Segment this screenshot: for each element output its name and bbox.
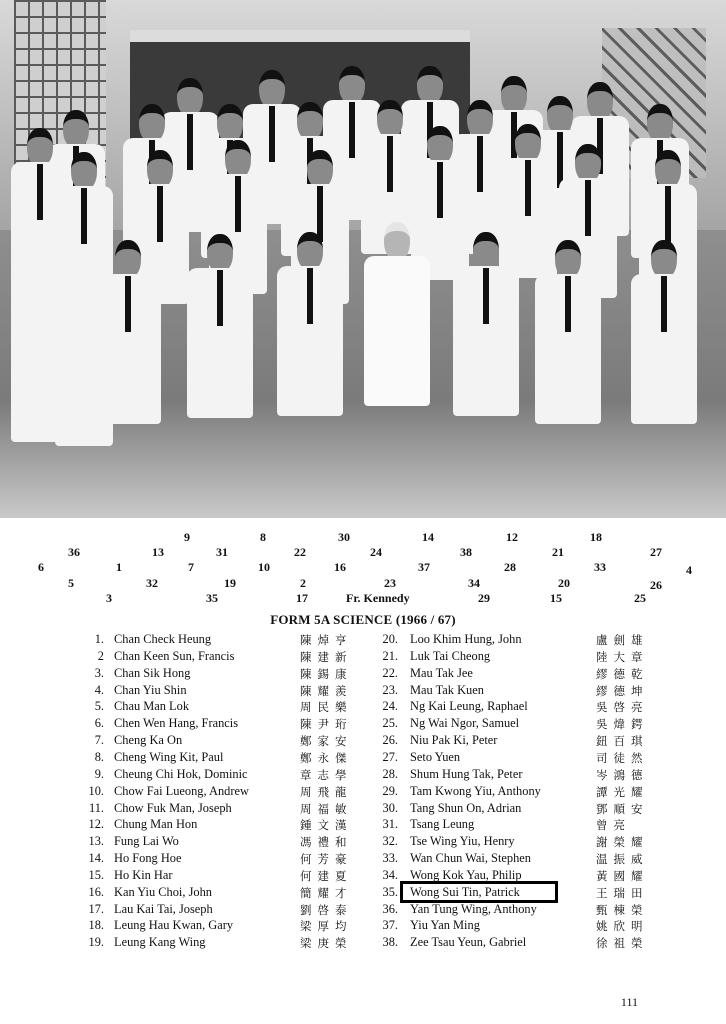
roster-name: Leung Kang Wing [114, 935, 206, 950]
roster-chinese-name: 陳尹珩 [300, 717, 353, 732]
student-figure [108, 240, 148, 500]
roster-name: Cheng Ka On [114, 733, 183, 748]
roster-chinese-name: 譚光耀 [596, 784, 649, 799]
roster-number: 18. [88, 918, 104, 933]
roster-chinese-name: 何建夏 [300, 868, 353, 883]
roster-name: Yiu Yan Ming [410, 918, 480, 933]
roster-chinese-name: 章志學 [300, 767, 353, 782]
key-number: 7 [188, 560, 194, 574]
roster-chinese-name: 王瑞田 [596, 885, 649, 900]
key-number: 4 [686, 563, 692, 577]
roster-name: Ng Wai Ngor, Samuel [410, 716, 520, 731]
roster-number: 5. [94, 699, 104, 714]
roster-chinese-name: 吳啓亮 [596, 700, 649, 715]
key-number: 17 [296, 591, 308, 605]
roster-chinese-name: 鈕百琪 [596, 734, 649, 749]
roster-number: 9. [94, 766, 104, 781]
student-figure [644, 240, 684, 500]
roster-number: 35. [382, 884, 398, 899]
roster-chinese-name: 温振威 [596, 852, 649, 867]
student-figure [466, 232, 506, 492]
roster-number: 20. [382, 632, 398, 646]
key-number: 8 [260, 530, 266, 544]
roster-chinese-name: 鄧順安 [596, 801, 649, 816]
roster-chinese-name: 梁厚均 [300, 919, 353, 934]
roster-chinese-name: 姚欣明 [596, 919, 649, 934]
roster-number: 3. [94, 665, 104, 680]
key-number: 6 [38, 560, 44, 574]
key-number: 26 [650, 578, 662, 592]
key-number: 16 [334, 560, 346, 574]
roster-number: 11. [88, 800, 104, 815]
key-number: 31 [216, 545, 228, 559]
roster-number: 37. [382, 918, 398, 933]
roster-name: Loo Khim Hung, John [410, 632, 522, 646]
key-number: 27 [650, 545, 662, 559]
roster-number: 21. [382, 648, 398, 663]
roster-number: 10. [88, 783, 104, 798]
key-number: 32 [146, 576, 158, 590]
key-number: 15 [550, 591, 562, 605]
roster-chinese-name: 周飛龍 [300, 784, 353, 799]
priest-figure [372, 222, 422, 502]
roster-chinese-name: 盧劍雄 [596, 633, 649, 647]
roster-chinese-name: 劉啓泰 [300, 902, 353, 917]
roster-name: Shum Hung Tak, Peter [410, 766, 523, 781]
roster-chinese-name: 甄棟榮 [596, 902, 649, 917]
roster-chinese-name: 鍾文漢 [300, 818, 353, 833]
roster-chinese-name: 馮禮和 [300, 835, 353, 850]
roster-name: Chan Keen Sun, Francis [114, 648, 235, 663]
roster-name: Niu Pak Ki, Peter [410, 733, 498, 748]
roster-chinese-name: 鄭永傑 [300, 750, 353, 765]
roster-number: 7. [94, 733, 104, 748]
roster-chinese-name: 黃國耀 [596, 868, 649, 883]
roster-number: 36. [382, 901, 398, 916]
roster-number: 16. [88, 884, 104, 899]
roster-name: Leung Hau Kwan, Gary [114, 918, 234, 933]
key-number: 20 [558, 576, 570, 590]
roster-name: Ng Kai Leung, Raphael [410, 699, 528, 714]
roster-name: Chau Man Lok [114, 699, 190, 714]
student-figure [20, 128, 60, 408]
key-number: 21 [552, 545, 564, 559]
roster-name: Mau Tak Jee [410, 665, 473, 680]
roster-number: 33. [382, 851, 398, 866]
roster-chinese-name: 司徒然 [596, 750, 649, 765]
roster-name: Fung Lai Wo [114, 834, 179, 849]
key-name-kennedy: Fr. Kennedy [346, 591, 410, 605]
roster-name: Zee Tsau Yeun, Gabriel [410, 935, 527, 950]
roster-name: Chow Fai Lueong, Andrew [114, 783, 249, 798]
key-number: 9 [184, 530, 190, 544]
roster-name: Tam Kwong Yiu, Anthony [410, 783, 541, 798]
roster-chinese-name: 吳煒鍔 [596, 717, 649, 732]
roster-chinese-name: 謝榮耀 [596, 835, 649, 850]
key-number: 14 [422, 530, 434, 544]
roster-name: Chow Fuk Man, Joseph [114, 800, 232, 815]
roster-name: Chan Yiu Shin [114, 682, 187, 697]
student-figure [508, 124, 548, 284]
key-number: 28 [504, 560, 516, 574]
roster-chinese-name: 何芳豪 [300, 852, 353, 867]
roster-name: Cheng Wing Kit, Paul [114, 749, 224, 764]
roster-number: 1. [94, 632, 104, 646]
roster-name: Lau Kai Tai, Joseph [114, 901, 213, 916]
roster-number: 19. [88, 935, 104, 950]
roster-number: 4. [94, 682, 104, 697]
roster-chinese-name: 簡耀才 [300, 885, 353, 900]
key-number: 24 [370, 545, 382, 559]
roster-number: 17. [88, 901, 104, 916]
key-number: 18 [590, 530, 602, 544]
roster-name: Tse Wing Yiu, Henry [410, 834, 515, 849]
roster-number: 2 [97, 648, 104, 663]
roster-chinese-name: 鄭家安 [300, 734, 353, 749]
key-number: 22 [294, 545, 306, 559]
roster-name: Chan Sik Hong [114, 665, 191, 680]
key-number: 25 [634, 591, 646, 605]
roster-number: 27. [382, 749, 398, 764]
key-number: 12 [506, 530, 518, 544]
roster-chinese-name: 曾亮 [596, 818, 631, 833]
roster-name: Wong Kok Yau, Philip [410, 867, 522, 882]
roster-name: Tang Shun On, Adrian [410, 800, 522, 815]
roster-chinese-name: 岑鴻德 [596, 767, 649, 782]
roster-number: 26. [382, 733, 398, 748]
key-number: 38 [460, 545, 472, 559]
roster-number: 31. [382, 817, 398, 832]
roster-chinese-name: 周民樂 [300, 700, 353, 715]
roster-number: 6. [94, 716, 104, 731]
roster-number: 29. [382, 783, 398, 798]
key-number: 36 [68, 545, 80, 559]
key-number: 23 [384, 576, 396, 590]
roster-name: Ho Fong Hoe [114, 851, 182, 866]
roster-number: 14. [88, 851, 104, 866]
key-number: 33 [594, 560, 606, 574]
roster-name: Tsang Leung [410, 817, 475, 832]
roster-number: 32. [382, 834, 398, 849]
roster-name: Wong Sui Tin, Patrick [410, 884, 520, 899]
roster-name: Mau Tak Kuen [410, 682, 484, 697]
page-number: 111 [620, 995, 638, 1009]
roster-chinese-name: 梁庚榮 [300, 936, 353, 951]
roster-chinese-name: 陳耀羨 [300, 683, 353, 698]
roster-name: Chen Wen Hang, Francis [114, 716, 239, 731]
roster-number: 34. [382, 867, 398, 882]
roster-number: 15. [88, 867, 104, 882]
roster-number: 23. [382, 682, 398, 697]
roster-name: Wan Chun Wai, Stephen [410, 851, 531, 866]
key-number: 2 [300, 576, 306, 590]
roster-name: Cheung Chi Hok, Dominic [114, 766, 248, 781]
roster-number: 30. [382, 800, 398, 815]
roster-chinese-name: 徐祖榮 [596, 936, 649, 951]
roster-number: 38. [382, 935, 398, 950]
student-figure [290, 232, 330, 492]
highlight-box [400, 881, 558, 903]
roster-chinese-name: 周福敏 [300, 801, 353, 816]
key-number: 3 [106, 591, 112, 605]
key-number: 10 [258, 560, 270, 574]
roster-chinese-name: 繆德乾 [596, 666, 649, 681]
key-number: 35 [206, 591, 218, 605]
roster-number: 28. [382, 766, 398, 781]
key-number: 1 [116, 560, 122, 574]
roster-name: Chung Man Hon [114, 817, 198, 832]
roster-chinese-name: 繆德坤 [596, 683, 649, 698]
roster-number: 22. [382, 665, 398, 680]
key-number: 5 [68, 576, 74, 590]
roster-name: Ho Kin Har [114, 867, 173, 882]
roster-name: Yan Tung Wing, Anthony [410, 901, 537, 916]
roster-chinese-name: 陳焯亨 [300, 633, 353, 647]
roster-name: Seto Yuen [410, 749, 461, 764]
roster-chinese-name: 陳錫康 [300, 666, 353, 681]
key-number: 29 [478, 591, 490, 605]
roster-number: 8. [94, 749, 104, 764]
student-figure [200, 234, 240, 494]
roster-number: 12. [88, 817, 104, 832]
student-figure [548, 240, 588, 500]
roster-number: 13. [88, 834, 104, 849]
key-number: 34 [468, 576, 480, 590]
key-number: 37 [418, 560, 430, 574]
roster-chinese-name: 陳建新 [300, 649, 353, 664]
key-number: 13 [152, 545, 164, 559]
key-number: 19 [224, 576, 236, 590]
roster-name: Kan Yiu Choi, John [114, 884, 212, 899]
form-title: FORM 5A SCIENCE (1966 / 67) [270, 612, 456, 627]
roster-number: 25. [382, 716, 398, 731]
roster-name: Chan Check Heung [114, 632, 212, 646]
roster-number: 24. [382, 699, 398, 714]
roster-name: Luk Tai Cheong [410, 648, 491, 663]
roster-chinese-name: 陸大章 [596, 649, 649, 664]
key-number: 30 [338, 530, 350, 544]
